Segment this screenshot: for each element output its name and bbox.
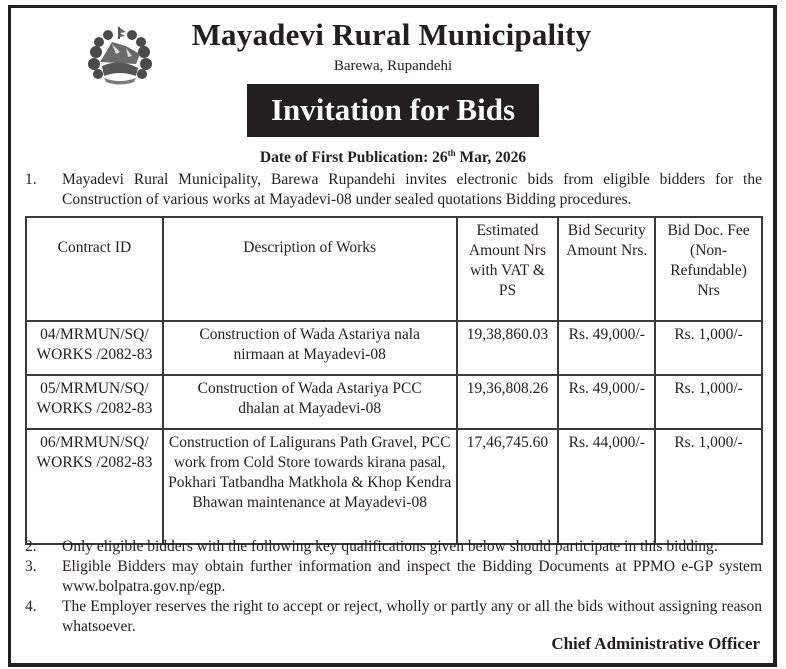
header-estimated-amount: Estimated Amount Nrs with VAT & PS [457, 217, 559, 321]
table-row [26, 429, 762, 544]
estimated-amount-cell: 19,38,860.03 [457, 321, 559, 375]
contract-id-cell: 05/MRMUN/SQ/ WORKS /2082-83 [26, 375, 163, 429]
publication-day-suffix: th [447, 148, 456, 158]
description-cell: Construction of Laligurans Path Gravel, PCC work from Cold Store towards kirana pasal, Pokhari Tatbandha Matkhola & Khop Kendra Bhawan maintenance at Mayadevi-08 [163, 429, 457, 544]
table-row [26, 321, 762, 375]
organization-name: Mayadevi Rural Municipality [191, 17, 592, 52]
publication-date [0, 148, 786, 167]
table-header-row [26, 217, 762, 321]
invitation-banner: Invitation for Bids [247, 84, 539, 137]
clause-2 [25, 537, 762, 557]
publication-day: 26 [432, 149, 448, 166]
clause-text: Eligible Bidders may obtain further information and inspect the Bidding Documents at PPMO e-GP system www.bolpatra.gov.np/egp. [62, 558, 762, 595]
contract-id-cell: 06/MRMUN/SQ/ WORKS /2082-83 [26, 429, 163, 544]
clause-text: The Employer reserves the right to accept or reject, wholly or partly any or all the bids without assigning reason whatsoever. [62, 598, 762, 635]
estimated-amount-cell: 19,36,808.26 [457, 375, 559, 429]
header-bid-doc-fee: Bid Doc. Fee (Non-Refundable) Nrs [655, 217, 762, 321]
signatory-title: Chief Administrative Officer [551, 634, 760, 653]
clause-number: 2. [25, 538, 37, 555]
clause-4 [25, 597, 762, 637]
organization-address: Barewa, Rupandehi [333, 58, 453, 74]
clause-number: 1. [25, 171, 37, 188]
clause-number: 4. [25, 598, 37, 615]
bid-doc-fee-cell: Rs. 1,000/- [655, 321, 762, 375]
table-row [26, 375, 762, 429]
header-contract-id: Contract ID [26, 217, 163, 321]
bid-security-cell: Rs. 49,000/- [558, 321, 655, 375]
publication-label: Date of First Publication: [259, 149, 433, 166]
description-cell: Construction of Wada Astariya PCC dhalan at Mayadevi-08 [163, 375, 457, 429]
bid-security-cell: Rs. 49,000/- [558, 375, 655, 429]
publication-month-year: Mar, 2026 [455, 149, 527, 166]
clause-1 [25, 170, 762, 210]
clause-number: 3. [25, 558, 37, 575]
bid-doc-fee-cell: Rs. 1,000/- [655, 375, 762, 429]
bid-doc-fee-cell: Rs. 1,000/- [655, 429, 762, 544]
bids-table [25, 216, 763, 545]
description-cell: Construction of Wada Astariya nala nirmaan at Mayadevi-08 [163, 321, 457, 375]
clause-text: Only eligible bidders with the following key qualifications given below should participate in this bidding: [62, 538, 719, 555]
clause-text: Mayadevi Rural Municipality, Barewa Rupandehi invites electronic bids from eligible bidders for the Construction of various works at Mayadevi-08 under sealed quotations Bidding procedures. [62, 171, 762, 208]
header-bid-security: Bid Security Amount Nrs. [558, 217, 655, 321]
contract-id-cell: 04/MRMUN/SQ/ WORKS /2082-83 [26, 321, 163, 375]
bid-security-cell: Rs. 44,000/- [558, 429, 655, 544]
clause-3 [25, 557, 762, 597]
estimated-amount-cell: 17,46,745.60 [457, 429, 559, 544]
header-description: Description of Works [163, 217, 457, 321]
